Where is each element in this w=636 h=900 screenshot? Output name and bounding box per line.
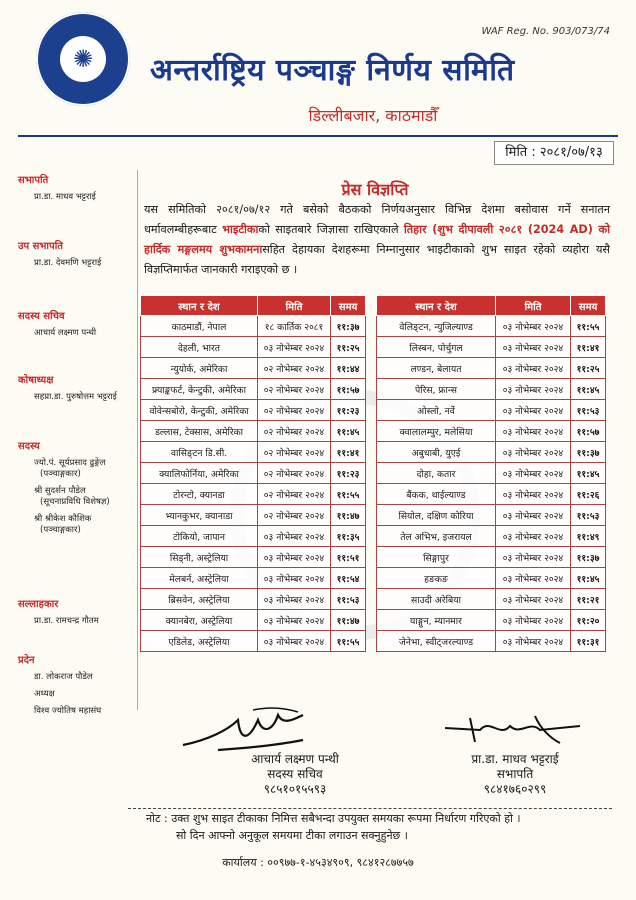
row-time: ११:४१ (331, 442, 366, 463)
row-date: १८ कार्तिक २०८१ (258, 316, 331, 337)
sidebar-treasurer: कोषाध्यक्ष सहप्रा.डा. पुरुषोत्तम भट्टराई (18, 375, 117, 402)
highlight-bhaitika: भाइटीका (222, 223, 259, 236)
col-place-country: स्थान र देश (377, 296, 496, 316)
table-row (377, 421, 606, 442)
row-date: ०२ नोभेम्बर २०२४ (258, 400, 331, 421)
table-row (141, 337, 366, 358)
row-place: भ्यानकुभर, क्यानाडा (141, 505, 258, 526)
chairman-name: प्रा.डा. माधव भट्टराई (471, 752, 559, 766)
row-date: ०२ नोभेम्बर २०२४ (258, 463, 331, 484)
row-date: ०३ नोभेम्बर २०२४ (258, 526, 331, 547)
row-time: ११:५४ (331, 568, 366, 589)
federation-logo (36, 12, 130, 106)
sidebar-chairman: सभापति प्रा.डा. माधव भट्टराई (18, 175, 96, 202)
table-row (141, 568, 366, 589)
table-row (377, 400, 606, 421)
highlight-tihar-greeting: तिहार (शुभ दीपावली २०८१ (2024 AD) को हार्दिक मङ्गलमय शुभकामना (144, 223, 610, 256)
secretary-role: सदस्य सचिव (267, 767, 323, 781)
row-place: वेलिङ्टन, न्युजिल्याण्ड (377, 316, 496, 337)
sidebar-divider (137, 170, 138, 710)
row-time: ११:५७ (571, 421, 606, 442)
row-place: ओस्लो, नर्वे (377, 400, 496, 421)
signature-chairman (440, 708, 590, 752)
row-date: ०३ नोभेम्बर २०२४ (258, 337, 331, 358)
row-place: बैंकक, थाईल्याण्ड (377, 484, 496, 505)
row-time: ११:३७ (571, 547, 606, 568)
office-contact: कार्यालय : ००९७७-१-४५३४९०९, ९८४१२८७७५७ (222, 856, 414, 869)
row-place: फ्र्याङ्कफर्ट, केन्टुकी, अमेरिका (141, 379, 258, 400)
row-place: टोरन्टो, क्यानडा (141, 484, 258, 505)
table-row (141, 358, 366, 379)
sidebar-advisor: सल्लाहकार प्रा.डा. रामचन्द्र गौतम (18, 599, 99, 626)
row-place: पेरिस, फ्रान्स (377, 379, 496, 400)
sidebar-ex-officio: प्रदेन डा. लोकराज पौडेल अध्यक्ष विश्व ज्योतिष महासंघ (18, 655, 102, 716)
row-date: ०३ नोभेम्बर २०२४ (496, 442, 571, 463)
sidebar-vice-chairman: उप सभापति प्रा.डा. देवमणि भट्टराई (18, 241, 102, 268)
table-row (141, 316, 366, 337)
row-time: ११:५७ (331, 379, 366, 400)
table-row (377, 316, 606, 337)
row-time: ११:२३ (331, 400, 366, 421)
table-row (377, 631, 606, 652)
row-time: ११:२३ (331, 463, 366, 484)
row-date: ०२ नोभेम्बर २०२४ (258, 484, 331, 505)
schedule-table-right (376, 295, 606, 652)
row-date: ०३ नोभेम्बर २०२४ (496, 568, 571, 589)
row-time: ११:४१ (571, 337, 606, 358)
row-place: वासिङ्टन डि.सी. (141, 442, 258, 463)
row-date: ०३ नोभेम्बर २०२४ (496, 631, 571, 652)
row-time: ११:५३ (571, 505, 606, 526)
registration-number: WAF Reg. No. 903/073/74 (481, 26, 610, 37)
row-place: डल्लास, टेक्सास, अमेरिका (141, 421, 258, 442)
sidebar-members: सदस्य ज्यो.पं. सूर्यप्रसाद ढुङ्गेल (पञ्चाङ्गकार) श्री सुदर्शन पौडेल (सूचनाप्रविधि विशेषज्ञ) श्री श्रीकेश कौशिक (पञ्चाङ्गकार) (18, 441, 110, 535)
row-date: ०३ नोभेम्बर २०२४ (496, 337, 571, 358)
row-time: ११:५५ (331, 631, 366, 652)
table-row (377, 484, 606, 505)
row-date: ०२ नोभेम्बर २०२४ (258, 442, 331, 463)
row-date: ०३ नोभेम्बर २०२४ (496, 505, 571, 526)
row-time: ११:२५ (331, 337, 366, 358)
row-time: ११:४७ (331, 505, 366, 526)
press-release-title: प्रेस विज्ञप्ति (341, 180, 409, 199)
table-row (141, 484, 366, 505)
row-place: वोवेन्सबोरो, केन्टुकी, अमेरिका (141, 400, 258, 421)
row-time: ११:५५ (571, 316, 606, 337)
row-time: ११:४५ (571, 379, 606, 400)
row-date: ०३ नोभेम्बर २०२४ (496, 421, 571, 442)
signature-block-secretary (200, 752, 390, 797)
row-place: तेल अभिभ, इजरायल (377, 526, 496, 547)
table-row (377, 463, 606, 484)
row-place: क्यानबेरा, अस्ट्रेलिया (141, 610, 258, 631)
row-date: ०३ नोभेम्बर २०२४ (258, 589, 331, 610)
row-date: ०३ नोभेम्बर २०२४ (496, 589, 571, 610)
secretary-phone: ९८५१०१५५९३ (263, 782, 327, 796)
table-row (377, 589, 606, 610)
row-place: काठमाडौं, नेपाल (141, 316, 258, 337)
chairman-phone: ९८४१७६०२९९ (483, 782, 547, 796)
row-time: ११:५५ (331, 484, 366, 505)
table-row (377, 442, 606, 463)
row-place: साउदी अरेबिया (377, 589, 496, 610)
footer-divider (128, 808, 612, 809)
col-date: मिति (496, 296, 571, 316)
table-row (377, 610, 606, 631)
table-row (141, 463, 366, 484)
row-time: ११:४५ (571, 568, 606, 589)
row-date: ०२ नोभेम्बर २०२४ (258, 379, 331, 400)
row-place: मेलबर्न, अस्ट्रेलिया (141, 568, 258, 589)
table-row (377, 568, 606, 589)
row-place: एडिलेड, अस्ट्रेलिया (141, 631, 258, 652)
row-place: ब्रिसवेन, अस्ट्रेलिया (141, 589, 258, 610)
table-row (141, 442, 366, 463)
footer-note: नोट : उक्त शुभ साइत टीकाका निमित्त सबैभन्दा उपयुक्त समयका रूपमा निर्धारण गरिएको हो । सो दिन आफ्नो अनुकूल समयमा टीका लगाउन सक्नुहुनेछ । (146, 812, 521, 842)
row-date: ०२ नोभेम्बर २०२४ (258, 421, 331, 442)
committee-address: डिल्लीबजार, काठमाडौँ (308, 106, 438, 125)
row-time: ११:५३ (571, 400, 606, 421)
row-date: ०२ नोभेम्बर २०२४ (258, 505, 331, 526)
row-place: सिङ्गापुर (377, 547, 496, 568)
table-row (377, 505, 606, 526)
row-date: ०३ नोभेम्बर २०२४ (258, 547, 331, 568)
row-time: ११:२५ (571, 358, 606, 379)
row-place: क्यालिफोर्निया, अमेरिका (141, 463, 258, 484)
row-time: ११:५१ (331, 547, 366, 568)
table-row (141, 379, 366, 400)
table-row (377, 547, 606, 568)
table-row (141, 526, 366, 547)
row-place: टोकियो, जापान (141, 526, 258, 547)
table-row (141, 610, 366, 631)
row-place: लण्डन, बेलायत (377, 358, 496, 379)
row-place: दोहा, कतार (377, 463, 496, 484)
star-icon: ✺ (72, 45, 94, 73)
row-date: ०३ नोभेम्बर २०२४ (496, 526, 571, 547)
row-time: ११:२६ (571, 484, 606, 505)
row-date: ०३ नोभेम्बर २०२४ (496, 610, 571, 631)
row-date: ०२ नोभेम्बर २०२४ (258, 358, 331, 379)
col-place-country: स्थान र देश (141, 296, 258, 316)
row-place: जेनेभा, स्वीट्जरल्याण्ड (377, 631, 496, 652)
secretary-name: आचार्य लक्ष्मण पन्थी (251, 752, 339, 766)
row-date: ०३ नोभेम्बर २०२४ (496, 400, 571, 421)
row-time: ११:४४ (331, 358, 366, 379)
table-row (377, 526, 606, 547)
schedule-table-left (140, 295, 366, 652)
table-row (141, 505, 366, 526)
row-place: देहली, भारत (141, 337, 258, 358)
col-time: समय (331, 296, 366, 316)
row-place: याङ्गुन, म्यानमार (377, 610, 496, 631)
row-time: ११:२१ (571, 589, 606, 610)
row-time: ११:४५ (571, 463, 606, 484)
table-row (141, 631, 366, 652)
row-date: ०३ नोभेम्बर २०२४ (496, 463, 571, 484)
row-date: ०३ नोभेम्बर २०२४ (258, 568, 331, 589)
row-place: अबुधाबी, युएई (377, 442, 496, 463)
table-row (141, 589, 366, 610)
header-divider (18, 135, 618, 137)
signature-block-chairman (440, 752, 590, 797)
press-release-body: यस समितिको २०८१/०७/१२ गते बसेको बैठकको निर्णयअनुसार विभिन्न देशमा बसोवास गर्ने सनातन धर्मावलम्बीहरूबाट भाइटीकाको साइतबारे जिज्ञासा राखिएकाले तिहार (शुभ दीपावली २०८१ (2024 AD) को हार्दिक मङ्गलमय शुभकामनासहित देहायका देशहरूमा निम्नानुसार भाइटीकाको शुभ साइत रहेको व्यहोरा यसै विज्ञप्तिमार्फत जानकारी गराइएको छ । (144, 203, 610, 276)
row-place: सियोल, दक्षिण कोरिया (377, 505, 496, 526)
row-date: ०३ नोभेम्बर २०२४ (496, 379, 571, 400)
table-row (377, 337, 606, 358)
row-time: ११:४९ (571, 526, 606, 547)
row-place: सिड्नी, अस्ट्रेलिया (141, 547, 258, 568)
table-row (141, 400, 366, 421)
table-row (141, 421, 366, 442)
row-time: ११:२० (571, 610, 606, 631)
row-date: ०३ नोभेम्बर २०२४ (496, 547, 571, 568)
row-date: ०३ नोभेम्बर २०२४ (496, 484, 571, 505)
table-row (141, 547, 366, 568)
row-time: ११:३७ (331, 316, 366, 337)
row-time: ११:५३ (331, 589, 366, 610)
row-time: ११:३१ (571, 631, 606, 652)
row-time: ११:४५ (331, 421, 366, 442)
committee-title: अन्तर्राष्ट्रिय पञ्चाङ्ग निर्णय समिति (150, 53, 515, 88)
row-place: न्युयोर्क, अमेरिका (141, 358, 258, 379)
table-row (377, 379, 606, 400)
signature-secretary (178, 700, 308, 755)
sidebar-secretary: सदस्य सचिव आचार्य लक्ष्मण पन्थी (18, 311, 97, 338)
chairman-role: सभापति (496, 767, 534, 781)
row-time: ११:३७ (571, 442, 606, 463)
row-time: ११:४७ (331, 610, 366, 631)
row-date: ०३ नोभेम्बर २०२४ (496, 316, 571, 337)
row-place: लिस्बन, पोर्चुगल (377, 337, 496, 358)
col-time: समय (571, 296, 606, 316)
issue-date: मिति : २०८१/०७/१३ (494, 141, 614, 165)
col-date: मिति (258, 296, 331, 316)
row-date: ०३ नोभेम्बर २०२४ (258, 631, 331, 652)
table-row (377, 358, 606, 379)
row-time: ११:३५ (331, 526, 366, 547)
row-date: ०३ नोभेम्बर २०२४ (496, 358, 571, 379)
row-place: हङकङ (377, 568, 496, 589)
row-date: ०३ नोभेम्बर २०२४ (258, 610, 331, 631)
row-place: क्वालालम्पुर, मलेसिया (377, 421, 496, 442)
